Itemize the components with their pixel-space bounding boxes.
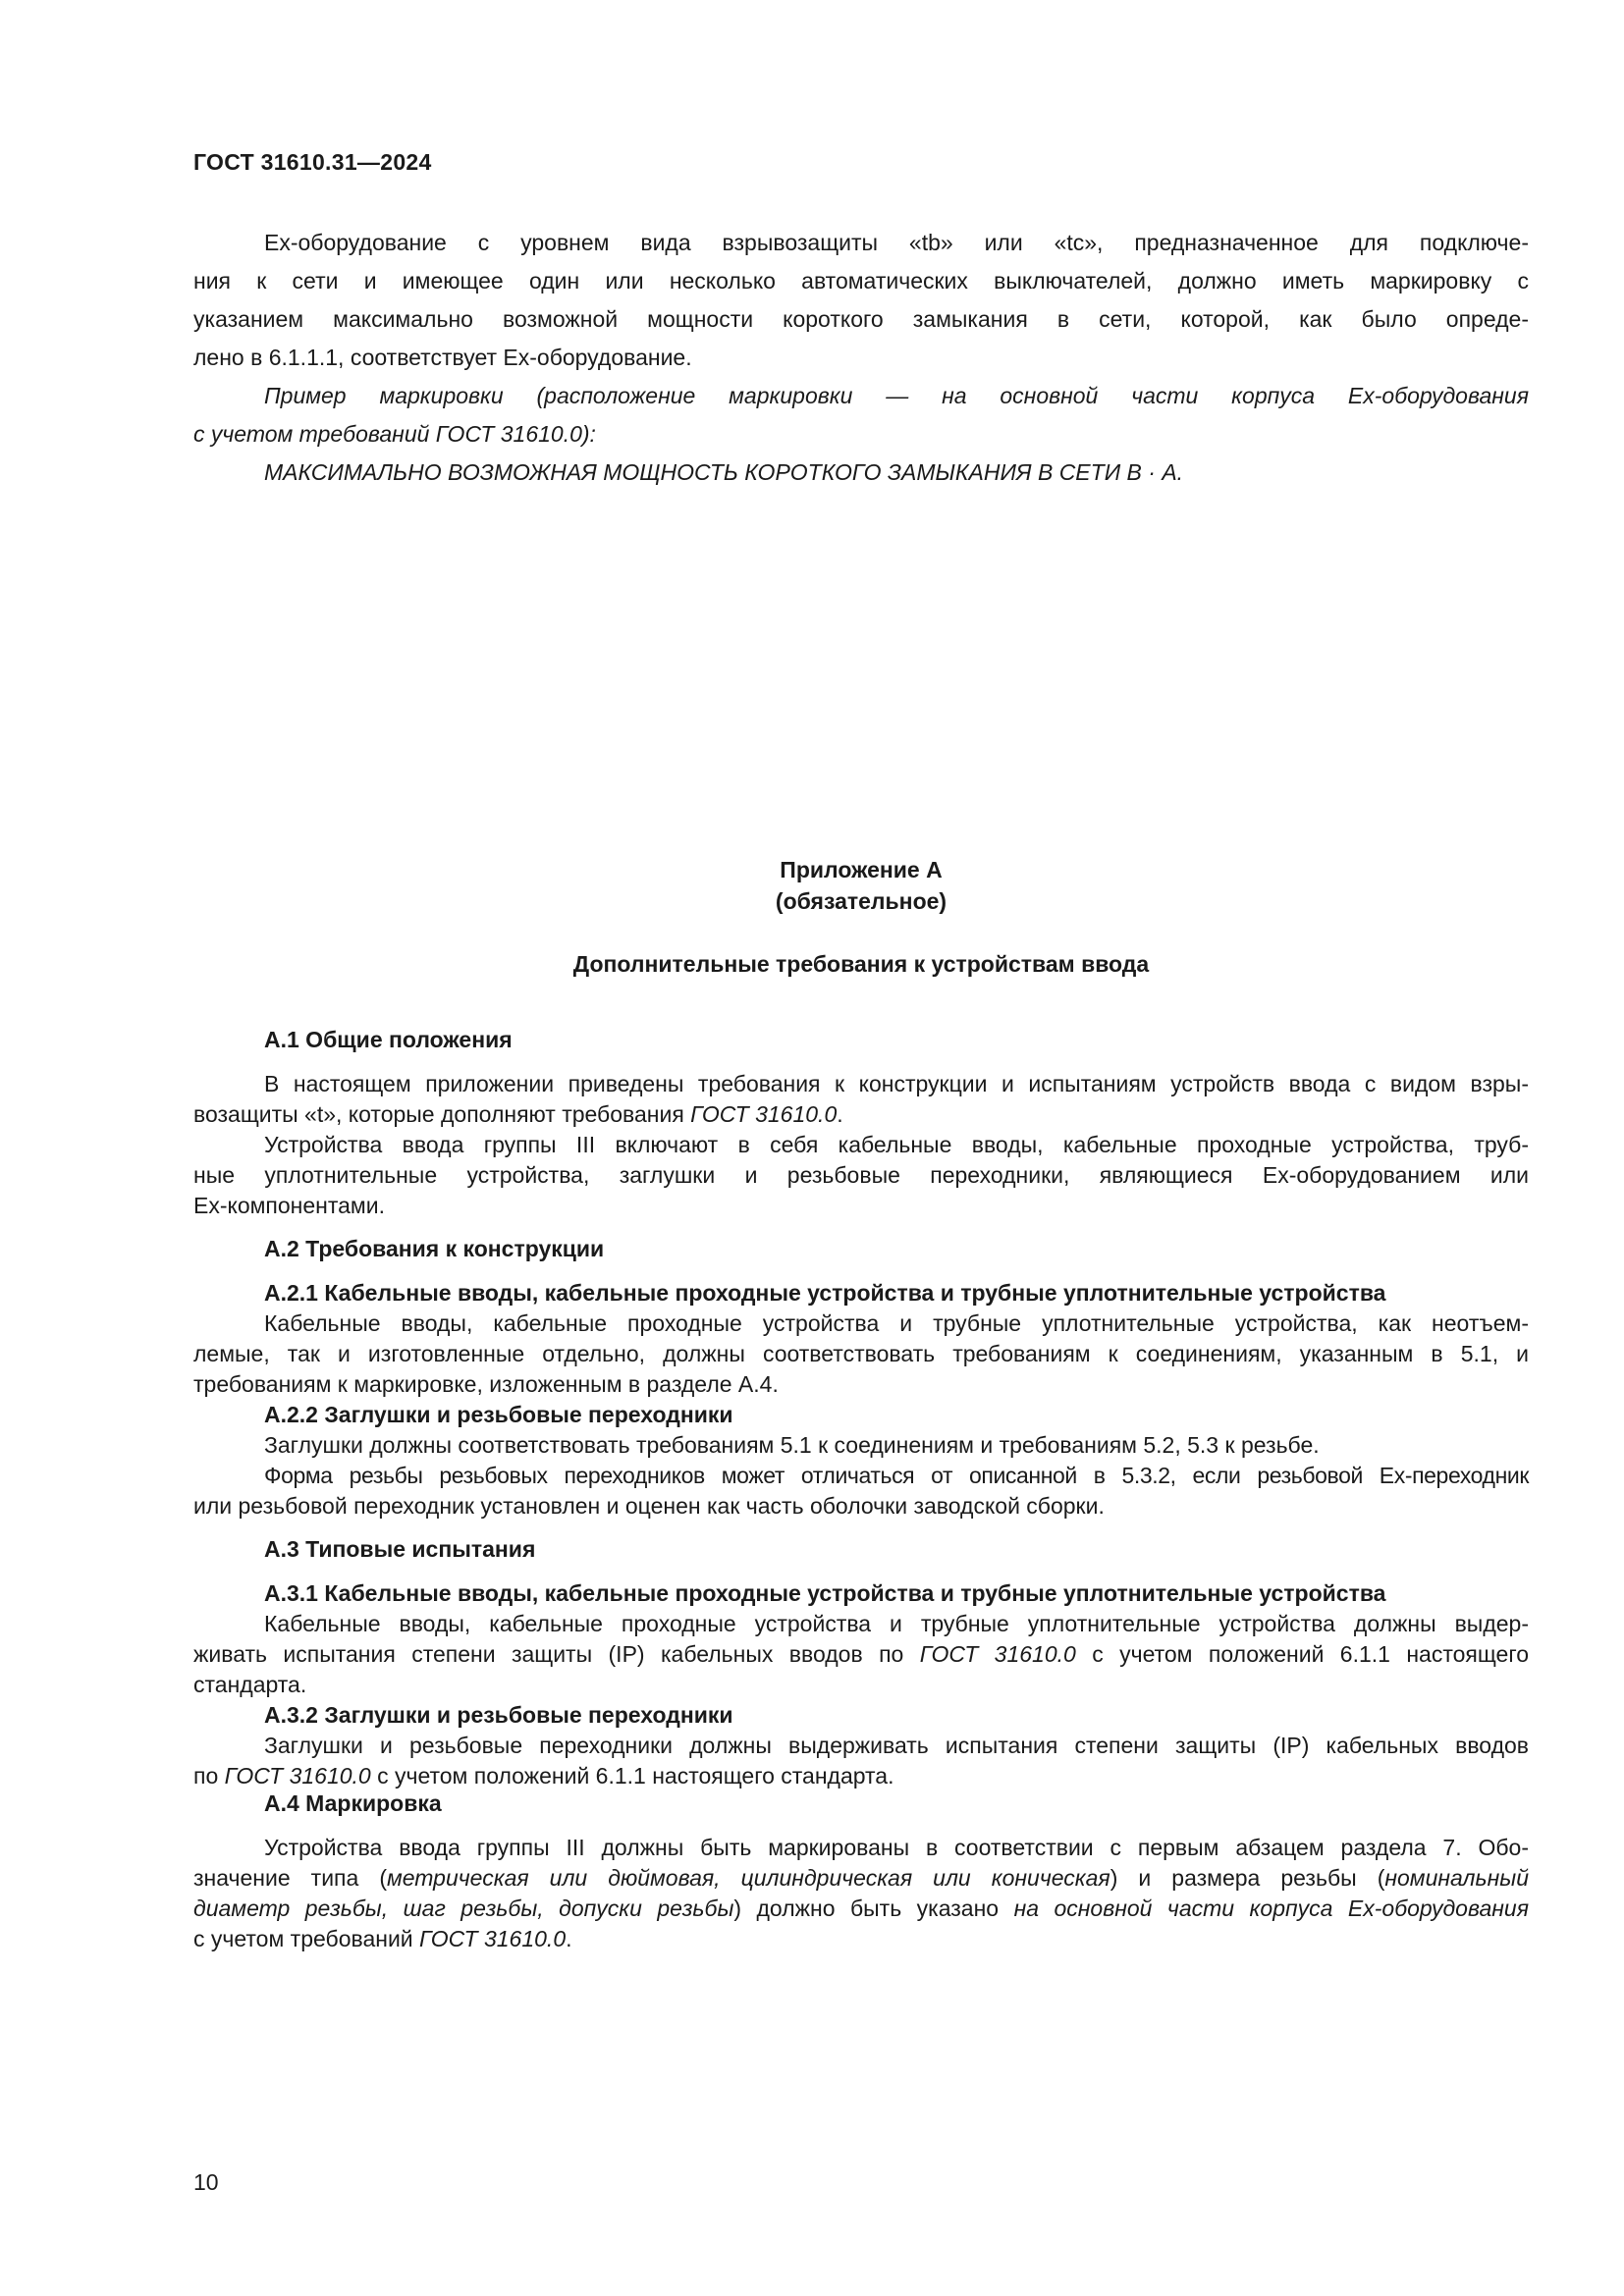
paragraph-line: с учетом требований ГОСТ 31610.0. — [193, 1926, 572, 1951]
paragraph-line: Кабельные вводы, кабельные проходные устройства и трубные уплотнительные устройства, как неотъем- — [264, 1310, 1529, 1336]
section-a2 — [193, 1234, 1529, 1522]
standard-reference: ГОСТ 31610.0 — [919, 1641, 1076, 1667]
paragraph-line: значение типа (метрическая или дюймовая, цилиндрическая или коническая) и размера резьбы (номинальный — [193, 1865, 1529, 1891]
paragraph-line: Устройства ввода группы III включают в себя кабельные вводы, кабельные проходные устройства, труб- — [264, 1132, 1529, 1157]
paragraph-line: или резьбовой переходник установлен и оценен как часть оболочки заводской сборки. — [193, 1493, 1105, 1519]
paragraph-line: В настоящем приложении приведены требования к конструкции и испытаниям устройств ввода с видом взры- — [264, 1071, 1529, 1096]
paragraph-line: возащиты «t», которые дополняют требования ГОСТ 31610.0. — [193, 1101, 843, 1127]
paragraph-line: живать испытания степени защиты (IP) кабельных вводов по ГОСТ 31610.0 с учетом положений 6.1.1 настоящего — [193, 1641, 1530, 1667]
standard-reference: ГОСТ 31610.0 — [690, 1101, 838, 1127]
section-a1 — [193, 1025, 1529, 1221]
standard-id-header: ГОСТ 31610.31—2024 — [193, 149, 432, 175]
paragraph-line: Ex-компонентами. — [193, 1193, 385, 1218]
paragraph-line: стандарта. — [193, 1672, 307, 1697]
paragraph-line: Заглушки и резьбовые переходники должны выдерживать испытания степени защиты (IP) кабельных вводов — [264, 1733, 1529, 1758]
paragraph-line: Форма резьбы резьбовых переходников может отличаться от описанной в 5.3.2, если резьбовой Ex-переходник — [264, 1463, 1529, 1488]
annex-header — [193, 854, 1529, 917]
section-title: А.1 Общие положения — [264, 1027, 513, 1052]
annex-heading: Дополнительные требования к устройствам ввода — [572, 951, 1150, 977]
example-line: Пример маркировки (расположение маркировки — на основной части корпуса Ex-оборудования — [264, 383, 1529, 408]
section-a3 — [193, 1534, 1529, 1791]
paragraph-line: лемые, так и изготовленные отдельно, должны соответствовать требованиям к соединениям, указанным в 5.1, и — [193, 1341, 1529, 1366]
annex-status: (обязательное) — [775, 888, 947, 914]
subsection-title: А.2.1 Кабельные вводы, кабельные проходные устройства и трубные уплотнительные устройства — [264, 1280, 1386, 1306]
paragraph-line: Устройства ввода группы III должны быть маркированы в соответствии с первым абзацем раздела 7. Обо- — [264, 1835, 1529, 1860]
section-a4 — [193, 1789, 1529, 1954]
annex-title: Приложение А — [780, 857, 943, 882]
paragraph-line: ния к сети и имеющее один или несколько автоматических выключателей, должно иметь маркировку с — [193, 268, 1529, 294]
standard-reference: ГОСТ 31610.0 — [224, 1763, 371, 1789]
paragraph-line: диаметр резьбы, шаг резьбы, допуски резьбы) должно быть указано на основной части корпуса Ex-оборудования — [193, 1896, 1529, 1921]
paragraph-line: Заглушки должны соответствовать требованиям 5.1 к соединениям и требованиям 5.2, 5.3 к резьбе. — [264, 1432, 1320, 1458]
section-title: А.2 Требования к конструкции — [264, 1236, 605, 1261]
paragraph-line: Кабельные вводы, кабельные проходные устройства и трубные уплотнительные устройства должны выдер- — [264, 1611, 1529, 1636]
breaker-marking-section — [193, 224, 1529, 492]
subsection-title: А.2.2 Заглушки и резьбовые переходники — [264, 1402, 733, 1427]
section-title: А.3 Типовые испытания — [264, 1536, 536, 1562]
example-line: с учетом требований ГОСТ 31610.0): — [193, 421, 596, 447]
standard-reference: ГОСТ 31610.0 — [419, 1926, 567, 1951]
section-title: А.4 Маркировка — [264, 1790, 442, 1816]
paragraph-line: лено в 6.1.1.1, соответствует Ex-оборудование. — [193, 345, 692, 370]
subsection-title: А.3.1 Кабельные вводы, кабельные проходные устройства и трубные уплотнительные устройства — [264, 1580, 1386, 1606]
paragraph-line: указанием максимально возможной мощности короткого замыкания в сети, которой, как было опреде- — [193, 306, 1529, 332]
marking-example: МАКСИМАЛЬНО ВОЗМОЖНАЯ МОЩНОСТЬ КОРОТКОГО ЗАМЫКАНИЯ В СЕТИ В · А. — [264, 459, 1184, 485]
paragraph-line: по ГОСТ 31610.0 с учетом положений 6.1.1 настоящего стандарта. — [193, 1763, 894, 1789]
paragraph-line: требованиям к маркировке, изложенным в разделе А.4. — [193, 1371, 779, 1397]
subsection-title: А.3.2 Заглушки и резьбовые переходники — [264, 1702, 733, 1728]
paragraph-line: ные уплотнительные устройства, заглушки и резьбовые переходники, являющиеся Ex-оборудованием или — [193, 1162, 1529, 1188]
page-number: 10 — [193, 2169, 219, 2195]
paragraph-line: Ex-оборудование с уровнем вида взрывозащиты «tb» или «tc», предназначенное для подключе- — [264, 230, 1529, 255]
